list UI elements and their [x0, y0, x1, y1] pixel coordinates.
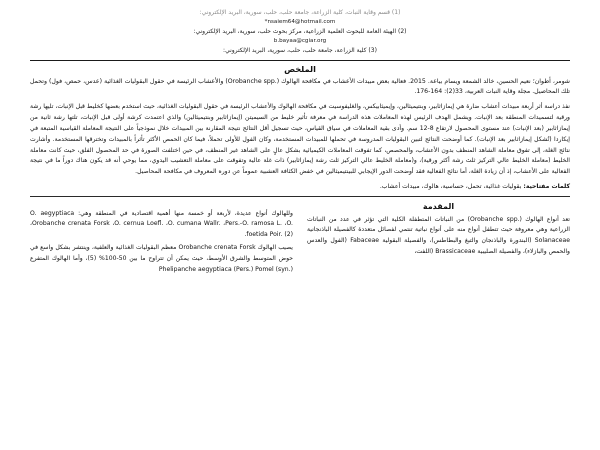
column-right [307, 202, 570, 279]
intro-heading: المقدمة [422, 201, 455, 211]
affiliation-line-1: (1) قسم وقاية النبات، كلية الزراعة، جامعة حلب، حلب، سورية، البريد الإلكتروني: [199, 9, 401, 16]
page-bottom-fade [0, 440, 600, 450]
citation-text: شومر، أطوان؛ نعيم الحسين، خالد الشمعة ويسام بياعة. 2015. فعالية بعض مبيدات الأعشاب في مكافحة الهالوك (.Orobanche spp) والأعشاب الرئيسة في حقول البقوليات الغذائية (عدس، حمص، فول) وتحمل تلك المحاصيل. مجلة وقاية النبات العربية، 33(2): 164-176. [30, 77, 570, 96]
affiliation-email-1: *nsaiem64@hotmail.com [264, 18, 336, 25]
affiliations-block [30, 8, 570, 56]
keywords-label: كلمات مفتاحية: [523, 183, 570, 191]
column-left [30, 202, 293, 279]
intro-paragraph-left-2: يصيب الهالوك Orobanche crenata Forsk معظم البقوليات الغذائية والعلفية، وينتشر بشكل واسع في حوض المتوسط والشرق الأوسط، حيث يمكن أن تتراوح ما بين 50-100% (5)، وأما الهالوك المتفرع (.Phelipanche aegyptiaca (Pers.) Pomel (syn [30, 244, 293, 274]
affiliation-email-2: b.bayaa@cgiar.org [273, 37, 327, 44]
keywords-line [30, 182, 570, 192]
keywords-text: بقوليات غذائية، تحمل، حساسية، هالوك، مبيدات أعشاب. [379, 183, 524, 191]
abstract-paragraph: نفذ دراسة أثر أربعة مبيدات أعشاب ضارة هي إيمازاثابير، وبنتيميثالين، وإيميثابيكس، والغليفوسيت في مكافحة الهالوك والأعشاب الرئيسة في حقول البقوليات الغذائية، حيث استخدم بعضها كخليط قبل الإنبات، تليها رشة ورقية لتسميدات المنطقة بعد الإنبات. ويشمل الهدف الرئيس لهذه المعاملات هذه الدراسة في معرفة تأثير خليط من السيميتن (إيمازاثابير وبنتيميثالين) والذي اعتمدت كرشة أولى قبل الإنبات، تلتها رشة ثانية من إيمازاثابير (بعد الإنبات) عند مستوى المحصول لارتفاع 8-12 سم. وأدى بقية المعاملات في سياق القياس، حيث تسجيل أقل النتائج نتيجة المقارنة بين المبيدات خلال نموذجياً على النتيجة المعاملة القياسية المتبعة في إيكاردا (تُشكل إيمازاثابير بعد الإنبات). كما أوضحت النتائج لتبين البقوليات المدروسة في تحملها للمبيدات المستخدمة، وكان الفول للأولى تحملاً، فيما كان الحمص الأكثر تأثراً بالمبيدات وتخترقها المستخدمة. وأشارت نتائج الغلة، إلى تفوق معاملة الشاهد المنظف بدون الأعشاب، والمحصص، كما تفوقت المعاملات الكيميائية بشكل عالٍ على الشاهد غير المنظف، في حين اختلفت الصورة في حد المحصول الفلق، حيث كانت معاملة الخليط (معاملة الخليط عالي التركيز ثلث رشة أكثر ورقية)، و(معاملة الخليط عالي التركيز ثلث رشة إيمازاثابير) ذات غلة عالية وتفوقت على معاملة التعشيب اليدوي، مما يوحي أنه قد يكون هناك دوراً ما في نتيجة الفعالية على الأعشاب، إذ أن زيادة الغلة، أما نتائج الفعالية فقد أوضحت الدور الإيجابي للبينتيميثالين في خفض الكثافة العشبية عموماً عن دوره المعروف في مكافحة المحاصيل. [29, 103, 570, 176]
two-column-body [30, 202, 570, 279]
intro-paragraph-left-1: وللهالوك أنواع عديدة، لأربعة أو خمسة منها أهمية اقتصادية في المنطقة وهي: O. aegyptiaca ،Orobanche crenata Forsk ،O. cernua Loefl. ،O. cumana Wallr. ،Pers.-O. ramosa L. ،O. foetida Poir. (2). [30, 209, 293, 239]
divider-above-intro [30, 196, 570, 197]
affiliation-line-2: (2) الهيئة العامة للبحوث العلمية الزراعية، مركز بحوث حلب، سورية، البريد الإلكتروني: [193, 27, 407, 35]
intro-paragraph-right-1: تعد أنواع الهالوك (.Orobanche spp) من النباتات المتطفلة الكلية التي تؤثر في عدد من النباتات الزراعية وهي معروفة حيث تتطفل أنواع منه على أنواع نباتية تنتمي لفصائل متعددة كالفصيلة الباذنجانية Solanaceae (البندورة والباذنجان والتبغ والبطاطس)، والفصيلة البقولية Fabaceae (الفول والعدس والحمص والبازلاء)، والفصيلة الصليبية Brassicaceae (اللفت، [307, 215, 570, 256]
abstract-heading: الملخص [284, 63, 316, 74]
affiliation-line-3: (3) كلية الزراعة، جامعة حلب، حلب، سورية، البريد الإلكتروني: [223, 46, 377, 54]
abstract-body [30, 102, 570, 178]
divider-above-abstract [30, 60, 570, 61]
column-left-spacer [30, 202, 293, 209]
